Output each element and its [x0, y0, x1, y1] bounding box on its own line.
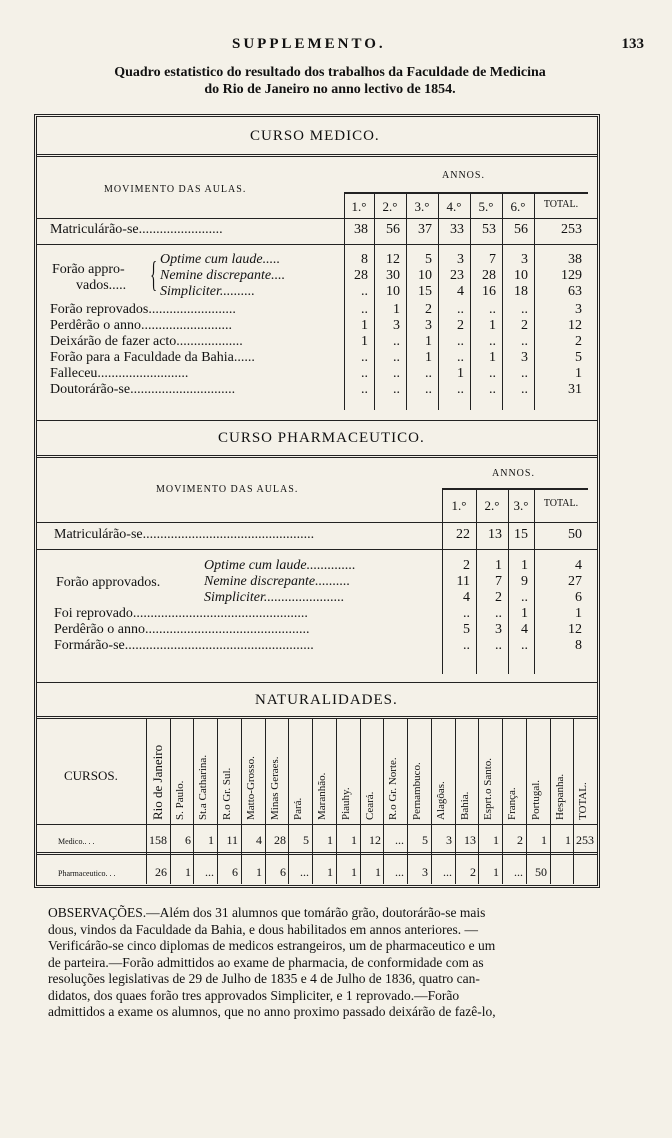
column-header: 3.° [414, 199, 430, 214]
table-cell: 253 [576, 833, 594, 847]
mov-label-pharma: MOVIMENTO DAS AULAS. [156, 484, 299, 495]
table-cell: 38 [568, 252, 582, 267]
table-cell: 53 [482, 222, 496, 237]
table-cell: 2 [575, 334, 582, 349]
divider [37, 852, 597, 855]
table-cell: 5 [575, 350, 582, 365]
column-rule [360, 718, 361, 884]
column-header: Portugal. [530, 779, 542, 820]
table-cell: 12 [568, 318, 582, 333]
table-cell: 5 [303, 833, 309, 847]
table-cell: 4 [521, 622, 528, 637]
table-cell: 6 [232, 865, 238, 879]
divider [37, 716, 597, 719]
table-cell: 3 [575, 302, 582, 317]
table-cell: 1 [521, 558, 528, 573]
row-label: Medico.. . . [58, 837, 95, 846]
table-cell: 1 [361, 318, 368, 333]
cursos-label: CURSOS. [64, 768, 118, 783]
column-header: 4.° [446, 199, 462, 214]
row-label: Simpliciter....................... [204, 590, 345, 605]
row-label: Optime cum laude..... [160, 252, 281, 267]
table-cell: 28 [482, 268, 496, 283]
table-cell: 3 [495, 622, 502, 637]
table-cell: .. [361, 366, 368, 381]
table-cell: 2 [463, 558, 470, 573]
column-header: TOTAL. [543, 199, 579, 210]
table-cell: 56 [386, 222, 400, 237]
naturalidades-heading: NATURALIDADES. [255, 692, 398, 708]
table-cell: .. [489, 302, 496, 317]
table-cell: 1 [425, 334, 432, 349]
table-cell: 1 [489, 318, 496, 333]
approvados-label-2: vados..... [76, 278, 127, 293]
column-rule [288, 718, 289, 884]
table-cell: 1 [361, 334, 368, 349]
column-rule [170, 718, 171, 884]
row-label: Deixárão de fazer acto................... [50, 334, 243, 349]
table-cell: 23 [450, 268, 464, 283]
table-cell: 28 [274, 833, 286, 847]
table-cell: 1 [565, 833, 571, 847]
table-cell: 28 [354, 268, 368, 283]
column-header: R.o Gr. Norte. [387, 757, 399, 820]
column-header: Hespanha. [554, 773, 566, 820]
table-cell: .. [463, 638, 470, 653]
column-header: S. Paulo. [174, 780, 186, 820]
table-cell: .. [425, 366, 432, 381]
table-cell: 1 [351, 833, 357, 847]
table-cell: .. [361, 284, 368, 299]
table-cell: 3 [521, 252, 528, 267]
row-label: Falleceu.......................... [50, 366, 189, 381]
table-cell: ... [395, 833, 404, 847]
table-cell: .. [489, 382, 496, 397]
table-cell: 2 [521, 318, 528, 333]
annos-label-medico: ANNOS. [442, 170, 485, 181]
table-cell: 1 [521, 606, 528, 621]
table-cell: 1 [493, 833, 499, 847]
pharma-approvados-label: Forão approvados. [56, 575, 161, 590]
table-cell: 2 [495, 590, 502, 605]
table-cell: 1 [457, 366, 464, 381]
table-cell: 4 [575, 558, 582, 573]
column-header: 6.° [510, 199, 526, 214]
column-rule [526, 718, 527, 884]
curso-pharma-heading: CURSO PHARMACEUTICO. [218, 430, 425, 446]
column-header: St.a Catharina. [197, 754, 209, 820]
column-rule [573, 718, 574, 884]
table-cell: ... [300, 865, 309, 879]
divider [37, 244, 597, 245]
table-cell: 3 [393, 318, 400, 333]
row-label: Matriculárão-se........................ [50, 222, 223, 237]
table-cell: 6 [280, 865, 286, 879]
table-cell: 50 [568, 527, 582, 542]
table-cell: .. [521, 590, 528, 605]
table-cell: 11 [226, 833, 238, 847]
table-cell: 3 [457, 252, 464, 267]
table-cell: .. [489, 366, 496, 381]
table-cell: .. [393, 350, 400, 365]
table-cell: 4 [463, 590, 470, 605]
page-number: 133 [621, 36, 644, 52]
table-cell: 56 [514, 222, 528, 237]
table-cell: .. [495, 638, 502, 653]
table-cell: 7 [489, 252, 496, 267]
column-rule [241, 718, 242, 884]
table-cell: 3 [422, 865, 428, 879]
table-cell: 2 [457, 318, 464, 333]
table-cell: 11 [456, 574, 470, 589]
table-cell: 10 [386, 284, 400, 299]
column-header: Pará. [292, 797, 304, 820]
table-cell: ... [443, 865, 452, 879]
divider [37, 154, 597, 157]
table-cell: ... [395, 865, 404, 879]
column-rule [383, 718, 384, 884]
table-cell: 129 [561, 268, 582, 283]
column-header: TOTAL. [543, 498, 579, 509]
column-header: R.o Gr. Sul. [221, 767, 233, 820]
table-cell: 1 [393, 302, 400, 317]
column-header: França. [506, 787, 518, 820]
table-cell: 1 [208, 833, 214, 847]
divider [37, 522, 597, 523]
table-cell: 13 [488, 527, 502, 542]
table-cell: 12 [386, 252, 400, 267]
table-cell: 31 [568, 382, 582, 397]
table-cell: 1 [541, 833, 547, 847]
annos-brace [344, 192, 588, 194]
row-label: Doutorárão-se.............................. [50, 382, 236, 397]
table-cell: .. [521, 638, 528, 653]
column-rule [265, 718, 266, 884]
table-cell: 1 [375, 865, 381, 879]
table-cell: .. [521, 302, 528, 317]
column-header: TOTAL. [577, 782, 589, 820]
table-cell: 1 [327, 865, 333, 879]
column-header: Alagôas. [435, 781, 447, 820]
table-cell: .. [393, 382, 400, 397]
table-cell: 13 [464, 833, 476, 847]
column-header: 1.° [451, 498, 467, 513]
column-header: Esprt.o Santo. [482, 757, 494, 820]
table-cell: 12 [568, 622, 582, 637]
row-label: Formárão-se...................................................... [54, 638, 314, 653]
table-cell: 4 [256, 833, 262, 847]
table-cell: 5 [425, 252, 432, 267]
table-cell: 5 [422, 833, 428, 847]
table-cell: 3 [521, 350, 528, 365]
table-cell: 26 [155, 865, 167, 879]
divider [37, 455, 597, 458]
table-cell: 12 [369, 833, 381, 847]
row-label: Perdêrão o anno............................................... [54, 622, 310, 637]
table-cell: 33 [450, 222, 464, 237]
curso-medico-heading: CURSO MEDICO. [250, 128, 380, 144]
table-cell: 6 [185, 833, 191, 847]
column-rule [550, 718, 551, 884]
page-header [0, 36, 672, 56]
column-header: 5.° [478, 199, 494, 214]
row-label: Nemine discrepante.......... [204, 574, 351, 589]
table-cell: 7 [495, 574, 502, 589]
table-cell: 253 [561, 222, 582, 237]
table-cell: 16 [482, 284, 496, 299]
table-cell: 2 [517, 833, 523, 847]
row-label: Forão reprovados......................... [50, 302, 236, 317]
table-cell: .. [457, 350, 464, 365]
column-rule [455, 718, 456, 884]
table-cell: .. [457, 334, 464, 349]
table-cell: 2 [425, 302, 432, 317]
column-header: Maranhão. [316, 772, 328, 820]
column-header: Rio de Janeiro [150, 744, 165, 820]
column-rule [312, 718, 313, 884]
table-cell: 4 [457, 284, 464, 299]
table-cell: ... [205, 865, 214, 879]
column-header: Matto-Grosso. [245, 756, 257, 820]
column-header: 1.° [351, 199, 367, 214]
table-cell: 10 [514, 268, 528, 283]
table-cell: 2 [470, 865, 476, 879]
row-label: Optime cum laude.............. [204, 558, 356, 573]
table-cell: 30 [386, 268, 400, 283]
table-cell: 1 [489, 350, 496, 365]
column-rule [431, 718, 432, 884]
table-cell: 158 [149, 833, 167, 847]
column-rule [217, 718, 218, 884]
table-cell: .. [361, 382, 368, 397]
row-label: Forão para a Faculdade da Bahia...... [50, 350, 255, 365]
table-cell: 1 [327, 833, 333, 847]
row-label: Simpliciter.......... [160, 284, 255, 299]
table-cell: 3 [425, 318, 432, 333]
column-rule [478, 718, 479, 884]
table-cell: 9 [521, 574, 528, 589]
table-cell: 38 [354, 222, 368, 237]
column-rule [336, 718, 337, 884]
column-rule [146, 718, 147, 884]
table-cell: 50 [535, 865, 547, 879]
column-rule [597, 718, 598, 884]
table-cell: 37 [418, 222, 432, 237]
table-cell: .. [393, 366, 400, 381]
table-cell: 15 [418, 284, 432, 299]
table-cell: .. [521, 382, 528, 397]
table-cell: 5 [463, 622, 470, 637]
table-cell: 18 [514, 284, 528, 299]
column-rule [407, 718, 408, 884]
column-header: Piauhy. [340, 787, 352, 820]
divider [37, 682, 597, 683]
table-cell: 22 [456, 527, 470, 542]
table-cell: .. [361, 302, 368, 317]
table-cell: 6 [575, 590, 582, 605]
table-cell: 8 [575, 638, 582, 653]
table-cell: .. [393, 334, 400, 349]
column-header: 3.° [513, 498, 529, 513]
row-label: Perdêrão o anno.......................... [50, 318, 232, 333]
row-label: Foi reprovado.................................................. [54, 606, 308, 621]
column-header: Minas Geraes. [269, 756, 281, 820]
table-cell: 10 [418, 268, 432, 283]
running-title: SUPPLEMENTO. [232, 36, 386, 52]
table-cell: .. [425, 382, 432, 397]
table-cell: ... [514, 865, 523, 879]
table-cell: .. [457, 382, 464, 397]
observacoes: OBSERVAÇÕES.—Além dos 31 alumnos que tomárão grão, doutorárão-se mais dous, vindos da Faculdade da Bahia, e dous habilitados em annos anteriores. — Verificárão-se cinco diplomas de medicos estrangeiros, um de pharmaceutico e um de parteira.—Forão admittidos ao exame de pharmacia, de conformidade com as resoluções legislativas de 29 de Julho de 1835 e 4 de Julho de 1836, quatro can- didatos, dos quaes forão tres approvados Simpliciter, e 1 reprovado.—Forão admittidos a exame os alumnos, que no anno proximo passado deixárão de fazê-lo, [48, 905, 496, 1019]
table-cell: .. [495, 606, 502, 621]
table-cell: 1 [185, 865, 191, 879]
table-cell: .. [457, 302, 464, 317]
column-header: Ceará. [364, 791, 376, 820]
divider [37, 420, 597, 421]
table-cell: 1 [495, 558, 502, 573]
table-cell: 1 [575, 366, 582, 381]
column-header: 2.° [382, 199, 398, 214]
table-title: Quadro estatistico do resultado dos trabalhos da Faculdade de Medicina do Rio de Janeiro no anno lectivo de 1854. [114, 65, 546, 97]
table-cell: 1 [256, 865, 262, 879]
table-cell: .. [489, 334, 496, 349]
column-header: 2.° [484, 498, 500, 513]
row-label: Nemine discrepante.... [160, 268, 286, 283]
row-label: Matriculárão-se................................................. [54, 527, 315, 542]
column-header: Bahia. [459, 791, 471, 820]
table-cell: 3 [446, 833, 452, 847]
table-cell: 1 [493, 865, 499, 879]
divider [37, 824, 597, 825]
divider [37, 549, 597, 550]
table-cell: .. [361, 350, 368, 365]
table-cell: 1 [425, 350, 432, 365]
approvados-label: Forão appro- [52, 262, 125, 277]
table-cell: 1 [351, 865, 357, 879]
row-label: Pharmaceutico. . . [58, 869, 116, 878]
column-header: Pernambuco. [411, 762, 423, 820]
mov-label-medico: MOVIMENTO DAS AULAS. [104, 184, 247, 195]
table-cell: 27 [568, 574, 582, 589]
column-rule [193, 718, 194, 884]
annos-brace [442, 488, 588, 490]
table-cell: .. [521, 334, 528, 349]
table-cell: .. [463, 606, 470, 621]
column-rule [502, 718, 503, 884]
annos-label-pharma: ANNOS. [492, 468, 535, 479]
brace: { [150, 254, 158, 294]
table-cell: 1 [575, 606, 582, 621]
divider [37, 218, 597, 219]
table-cell: 63 [568, 284, 582, 299]
table-cell: 15 [514, 527, 528, 542]
table-cell: 8 [361, 252, 368, 267]
table-cell: .. [521, 366, 528, 381]
